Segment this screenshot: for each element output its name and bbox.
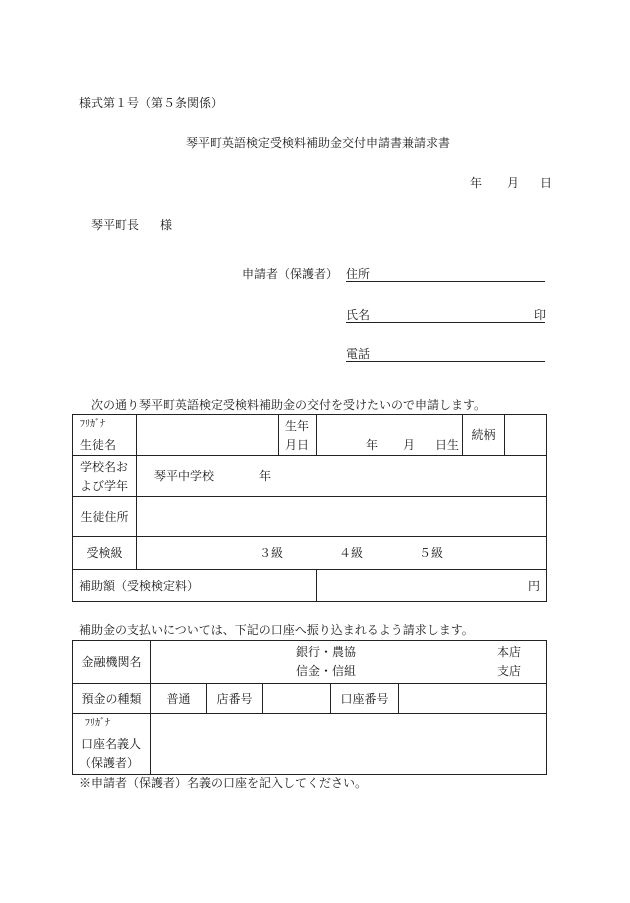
form-title: 琴平町英語検定受検料補助金交付申請書兼請求書 bbox=[186, 136, 451, 150]
table-row bbox=[73, 684, 547, 714]
birthdate-field[interactable] bbox=[317, 415, 463, 456]
holder-guardian-label: （保護者） bbox=[79, 756, 140, 770]
account-number-field[interactable] bbox=[399, 684, 547, 714]
birth-label-bottom: 月日 bbox=[285, 438, 310, 452]
holder-label: 口座名義人 bbox=[81, 737, 142, 751]
birthdate-header bbox=[279, 415, 317, 456]
table-row bbox=[73, 714, 547, 775]
applicant-address-label: 住所 bbox=[346, 267, 371, 281]
relation-label: 続柄 bbox=[463, 415, 505, 456]
applicant-address-field[interactable] bbox=[346, 281, 545, 282]
school-header bbox=[73, 456, 137, 497]
student-name-field[interactable] bbox=[137, 415, 279, 456]
birth-month-label: 月 bbox=[403, 438, 416, 452]
level-option-4[interactable]: ４級 bbox=[339, 546, 364, 560]
student-name-label: 生徒名 bbox=[80, 438, 117, 452]
deposit-type-label: 預金の種類 bbox=[73, 684, 151, 714]
exam-level-label: 受検級 bbox=[73, 537, 137, 570]
grade-label: 年 bbox=[259, 469, 272, 483]
account-holder-field[interactable] bbox=[151, 714, 547, 775]
table-row bbox=[73, 415, 547, 456]
date-month-label: 月 bbox=[507, 176, 520, 190]
level-option-5[interactable]: ５級 bbox=[419, 546, 444, 560]
table-row bbox=[73, 537, 547, 570]
subsidy-amount-field[interactable] bbox=[317, 570, 547, 602]
furigana-label: ﾌﾘｶﾞﾅ bbox=[80, 419, 105, 430]
deposit-type-ordinary[interactable]: 普通 bbox=[151, 684, 207, 714]
table-row bbox=[73, 497, 547, 537]
applicant-phone-field[interactable] bbox=[346, 361, 545, 362]
account-number-label: 口座番号 bbox=[331, 684, 399, 714]
birth-day-label: 日生 bbox=[435, 438, 460, 452]
date-day-label: 日 bbox=[540, 176, 553, 190]
bank-info-table bbox=[72, 640, 547, 775]
form-number: 様式第１号（第５条関係） bbox=[79, 96, 224, 110]
addressee-honorific: 様 bbox=[160, 218, 173, 232]
bank-type-2: 信金・信組 bbox=[296, 664, 357, 678]
school-name: 琴平中学校 bbox=[154, 469, 215, 483]
table-row bbox=[73, 570, 547, 602]
bank-type-1: 銀行・農協 bbox=[296, 645, 357, 659]
student-address-field[interactable] bbox=[137, 497, 547, 537]
date-year-label: 年 bbox=[470, 176, 483, 190]
account-note: ※申請者（保護者）名義の口座を記入してください。 bbox=[79, 776, 368, 790]
table-row bbox=[73, 456, 547, 497]
account-holder-header bbox=[73, 714, 151, 775]
student-address-label: 生徒住所 bbox=[73, 497, 137, 537]
holder-furigana-label: ﾌﾘｶﾞﾅ bbox=[85, 718, 110, 729]
branch-label: 支店 bbox=[497, 664, 522, 678]
subsidy-label: 補助額（受検検定料） bbox=[73, 570, 317, 602]
addressee-name: 琴平町長 bbox=[91, 218, 140, 232]
applicant-name-field[interactable] bbox=[346, 322, 545, 323]
student-name-header bbox=[73, 415, 137, 456]
applicant-label: 申請者（保護者） bbox=[242, 267, 339, 281]
student-info-table bbox=[72, 414, 547, 602]
institution-field[interactable] bbox=[151, 641, 547, 684]
birth-year-label: 年 bbox=[366, 438, 379, 452]
seal-mark: 印 bbox=[534, 308, 547, 322]
table-row bbox=[73, 641, 547, 684]
branch-number-label: 店番号 bbox=[207, 684, 263, 714]
main-branch-label: 本店 bbox=[497, 645, 522, 659]
institution-label: 金融機関名 bbox=[73, 641, 151, 684]
yen-label: 円 bbox=[527, 578, 540, 593]
school-field[interactable] bbox=[137, 456, 547, 497]
school-label-bottom: よび学年 bbox=[80, 479, 129, 493]
applicant-name-label: 氏名 bbox=[346, 308, 371, 322]
school-label-top: 学校名お bbox=[80, 460, 129, 474]
level-option-3[interactable]: ３級 bbox=[259, 546, 284, 560]
request-text: 次の通り琴平町英語検定受検料補助金の交付を受けたいので申請します。 bbox=[91, 398, 487, 412]
relation-field[interactable] bbox=[505, 415, 547, 456]
applicant-phone-label: 電話 bbox=[346, 347, 371, 361]
birth-label-top: 生年 bbox=[285, 419, 310, 433]
exam-level-options bbox=[137, 537, 547, 570]
branch-number-field[interactable] bbox=[263, 684, 331, 714]
payment-text: 補助金の支払いについては、下記の口座へ振り込まれるよう請求します。 bbox=[79, 623, 474, 637]
